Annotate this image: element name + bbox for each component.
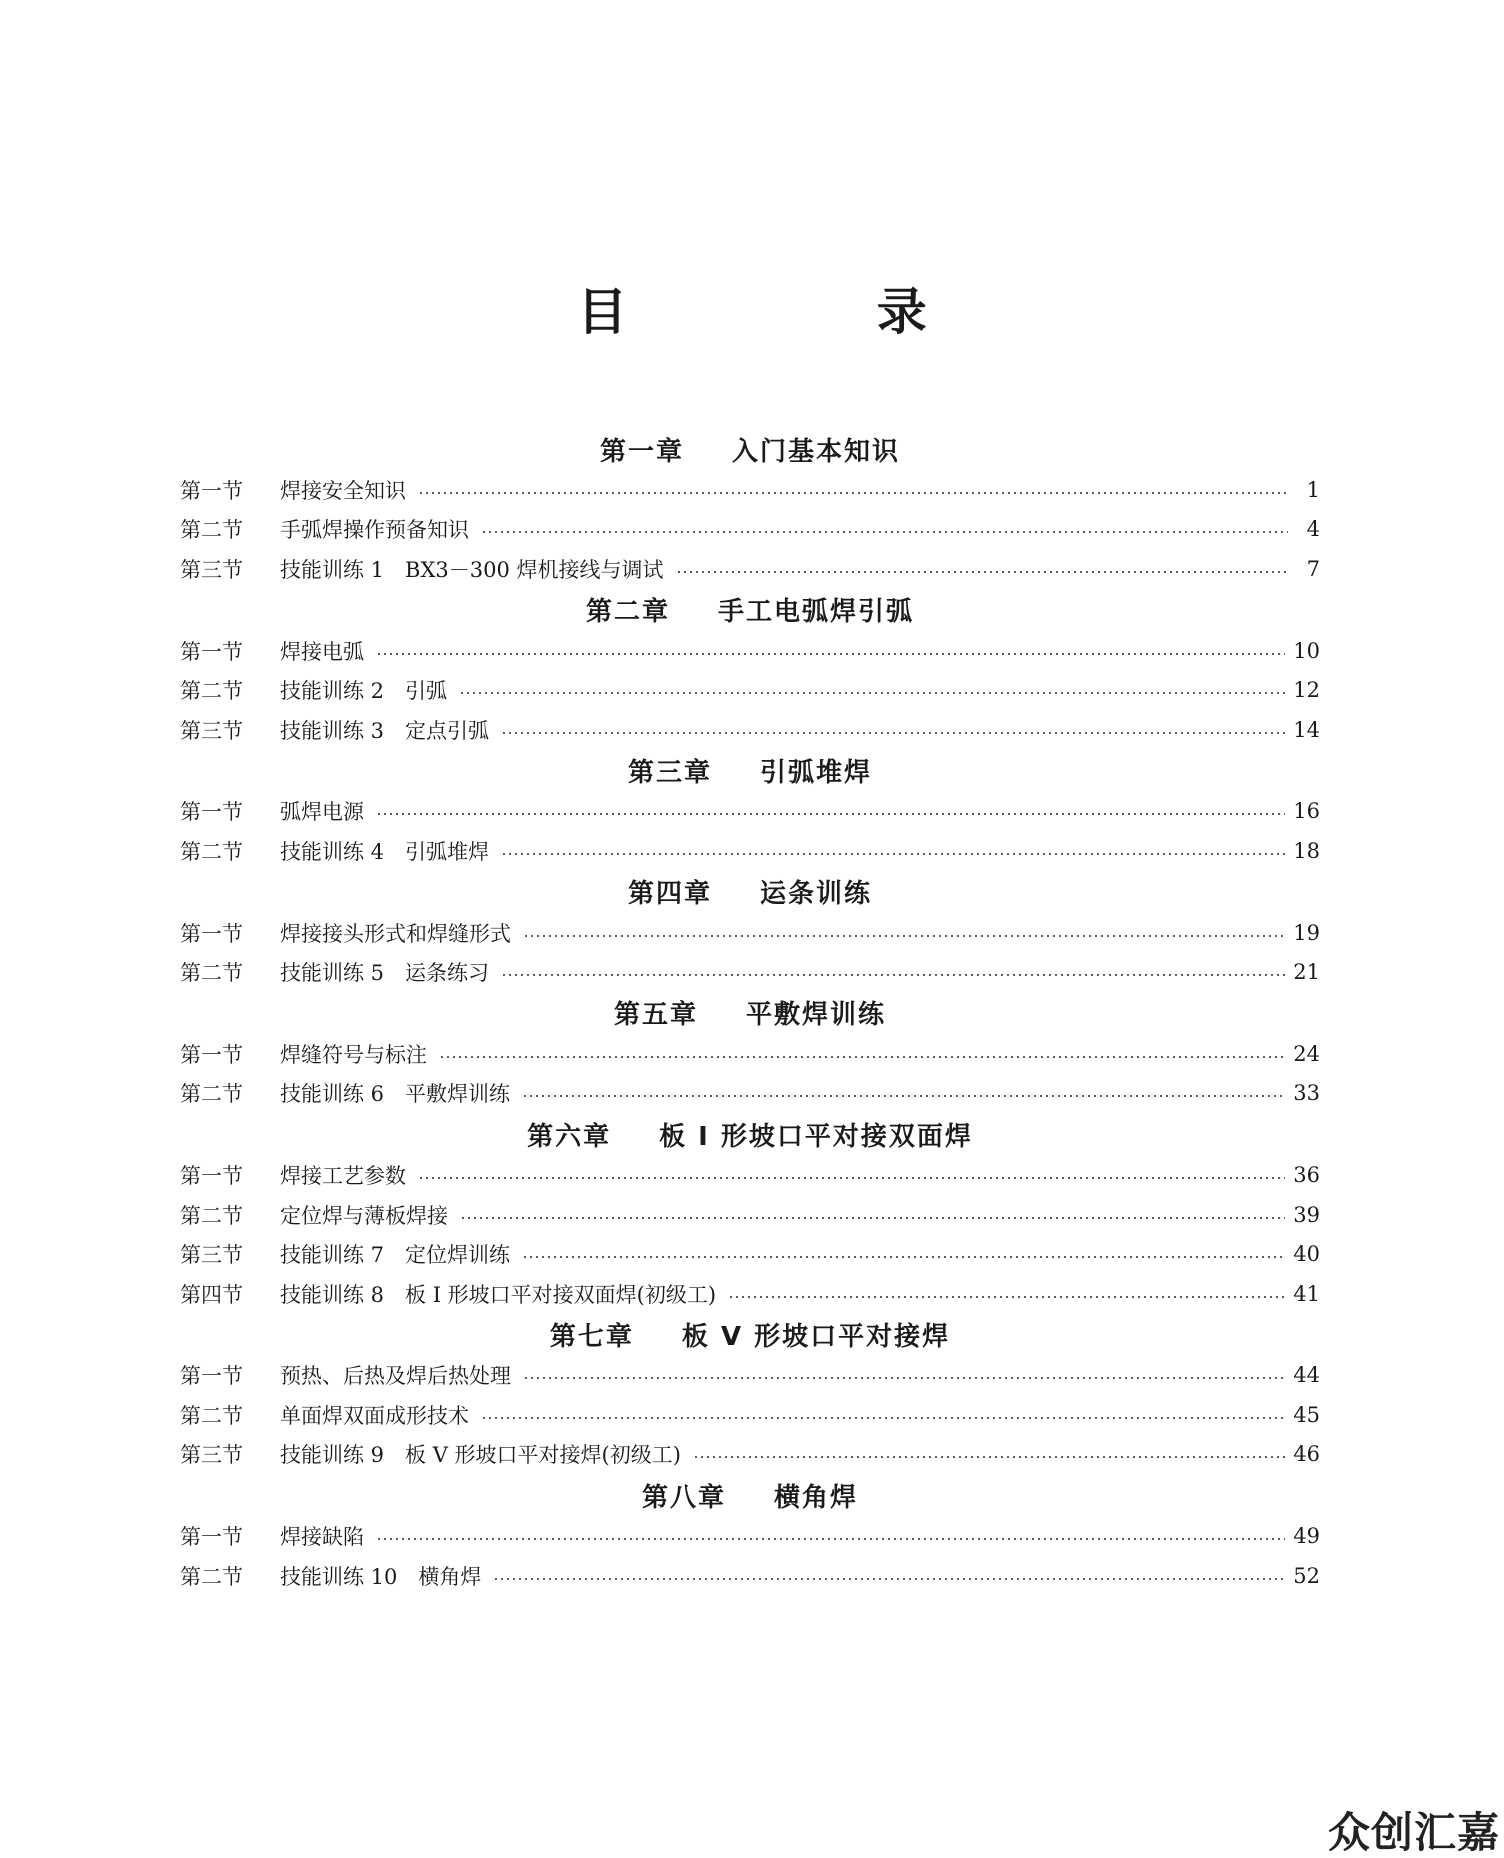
section-number: 第二节 [180,839,243,864]
dot-leader [501,732,1285,734]
chapter-number: 第八章 [641,1482,726,1513]
page-number: 45 [1293,1402,1320,1427]
toc-entry[interactable] [180,1435,1320,1475]
toc-entry[interactable] [180,1516,1320,1556]
section-number: 第二节 [180,1564,243,1589]
section-title: 技能训练 8 板 I 形坡口平对接双面焊(初级工) [280,1282,717,1307]
chapter-heading [180,750,1320,792]
page-number: 44 [1293,1363,1320,1388]
chapter-number: 第二章 [585,597,670,628]
section-title: 焊接缺陷 [280,1525,364,1550]
dot-leader [459,692,1285,694]
toc-entry[interactable] [180,1155,1320,1195]
section-title: 焊接安全知识 [280,478,406,503]
dot-leader [418,492,1288,494]
section-number: 第一节 [180,1364,243,1389]
section-title: 手弧焊操作预备知识 [280,518,469,543]
page-number: 24 [1293,1041,1320,1066]
page-number: 14 [1293,717,1320,742]
section-title: 技能训练 2 引弧 [280,679,448,704]
page-number: 10 [1293,638,1320,663]
dot-leader [676,571,1288,573]
table-of-contents [180,428,1320,1595]
dot-leader [493,1578,1285,1580]
page-number: 49 [1293,1524,1320,1549]
chapter-title: 板 I 形坡口平对接双面焊 [659,1121,973,1152]
page-number: 7 [1306,556,1320,581]
dot-leader [501,853,1285,855]
chapter-title: 手工电弧焊引弧 [718,597,915,628]
dot-leader [418,1177,1285,1179]
section-number: 第二节 [180,1403,243,1428]
section-number: 第二节 [180,679,243,704]
dot-leader [376,1538,1285,1540]
section-number: 第三节 [180,1443,243,1468]
section-number: 第三节 [180,1243,243,1268]
section-title: 技能训练 10 横角焊 [280,1564,482,1589]
section-title: 单面焊双面成形技术 [280,1403,469,1428]
chapter-title: 运条训练 [760,879,873,910]
chapter-number: 第五章 [613,1000,698,1031]
toc-entry[interactable] [180,792,1320,832]
toc-entry[interactable] [180,470,1320,510]
page-number: 12 [1293,678,1320,703]
dot-leader [376,813,1285,815]
section-title: 焊缝符号与标注 [280,1042,427,1067]
toc-entry[interactable] [180,1034,1320,1074]
section-number: 第一节 [180,921,243,946]
toc-entry[interactable] [180,913,1320,953]
section-title: 技能训练 6 平敷焊训练 [280,1082,511,1107]
chapter-heading [180,871,1320,913]
dot-leader [522,1256,1285,1258]
chapter-title: 平敷焊训练 [746,1000,887,1031]
section-title: 技能训练 1 BX3－300 焊机接线与调试 [280,557,664,582]
toc-entry[interactable] [180,710,1320,750]
dot-leader [501,974,1285,976]
page-number: 39 [1293,1202,1320,1227]
page-number: 4 [1306,517,1320,542]
chapter-heading [180,992,1320,1034]
chapter-heading [180,428,1320,470]
dot-leader [522,1095,1285,1097]
page-number: 21 [1293,960,1320,985]
toc-entry[interactable] [180,670,1320,710]
page-title: 目 录 [577,283,1043,341]
section-title: 技能训练 3 定点引弧 [280,718,490,743]
chapter-heading [180,1474,1320,1516]
section-title: 焊接工艺参数 [280,1163,406,1188]
section-title: 焊接接头形式和焊缝形式 [280,921,511,946]
section-title: 技能训练 9 板 V 形坡口平对接焊(初级工) [280,1443,681,1468]
toc-entry[interactable] [180,631,1320,671]
dot-leader [523,1377,1285,1379]
section-title: 焊接电弧 [280,639,364,664]
section-title: 定位焊与薄板焊接 [280,1203,448,1228]
dot-leader [439,1056,1285,1058]
section-title: 技能训练 7 定位焊训练 [280,1243,511,1268]
section-title: 预热、后热及焊后热处理 [280,1364,511,1389]
chapter-number: 第一章 [599,436,684,467]
chapter-heading [180,589,1320,631]
dot-leader [460,1217,1285,1219]
toc-entry[interactable] [180,1074,1320,1114]
section-number: 第一节 [180,1525,243,1550]
toc-entry[interactable] [180,1556,1320,1596]
toc-entry[interactable] [180,1356,1320,1396]
chapter-number: 第六章 [527,1121,612,1152]
chapter-number: 第四章 [627,879,712,910]
page-number: 41 [1293,1281,1320,1306]
page-number: 19 [1293,920,1320,945]
page-number: 46 [1293,1442,1320,1467]
page-number: 33 [1293,1081,1320,1106]
section-title: 技能训练 4 引弧堆焊 [280,839,490,864]
section-number: 第二节 [180,1203,243,1228]
page-number: 18 [1293,838,1320,863]
chapter-title: 入门基本知识 [732,436,901,467]
section-number: 第四节 [180,1282,243,1307]
dot-leader [523,935,1285,937]
chapter-heading [180,1113,1320,1155]
toc-entry[interactable] [180,510,1320,550]
toc-entry[interactable] [180,1395,1320,1435]
toc-entry[interactable] [180,952,1320,992]
dot-leader [481,531,1288,533]
dot-leader [728,1296,1285,1298]
toc-entry[interactable] [180,831,1320,871]
page-number: 1 [1306,477,1320,502]
section-number: 第一节 [180,1042,243,1067]
section-number: 第一节 [180,639,243,664]
chapter-number: 第三章 [627,758,712,789]
page-number: 40 [1293,1242,1320,1267]
section-number: 第三节 [180,557,243,582]
dot-leader [481,1417,1285,1419]
toc-entry[interactable] [180,1234,1320,1274]
toc-entry[interactable] [180,549,1320,589]
chapter-heading [180,1314,1320,1356]
page-number: 36 [1293,1162,1320,1187]
chapter-title: 板 V 形坡口平对接焊 [681,1322,951,1352]
chapter-number: 第七章 [549,1322,634,1352]
chapter-title: 横角焊 [774,1482,859,1513]
chapter-title: 引弧堆焊 [760,758,873,789]
toc-entry[interactable] [180,1274,1320,1314]
page-number: 52 [1293,1563,1320,1588]
page-number: 16 [1293,799,1320,824]
section-number: 第一节 [180,478,243,503]
dot-leader [693,1456,1285,1458]
dot-leader [376,653,1285,655]
section-number: 第一节 [180,800,243,825]
section-title: 弧焊电源 [280,800,364,825]
section-number: 第二节 [180,1082,243,1107]
section-title: 技能训练 5 运条练习 [280,961,490,986]
watermark-logo: 众创汇嘉 [1327,1808,1500,1857]
section-number: 第二节 [180,961,243,986]
toc-entry[interactable] [180,1195,1320,1235]
section-number: 第三节 [180,718,243,743]
section-number: 第一节 [180,1163,243,1188]
section-number: 第二节 [180,518,243,543]
